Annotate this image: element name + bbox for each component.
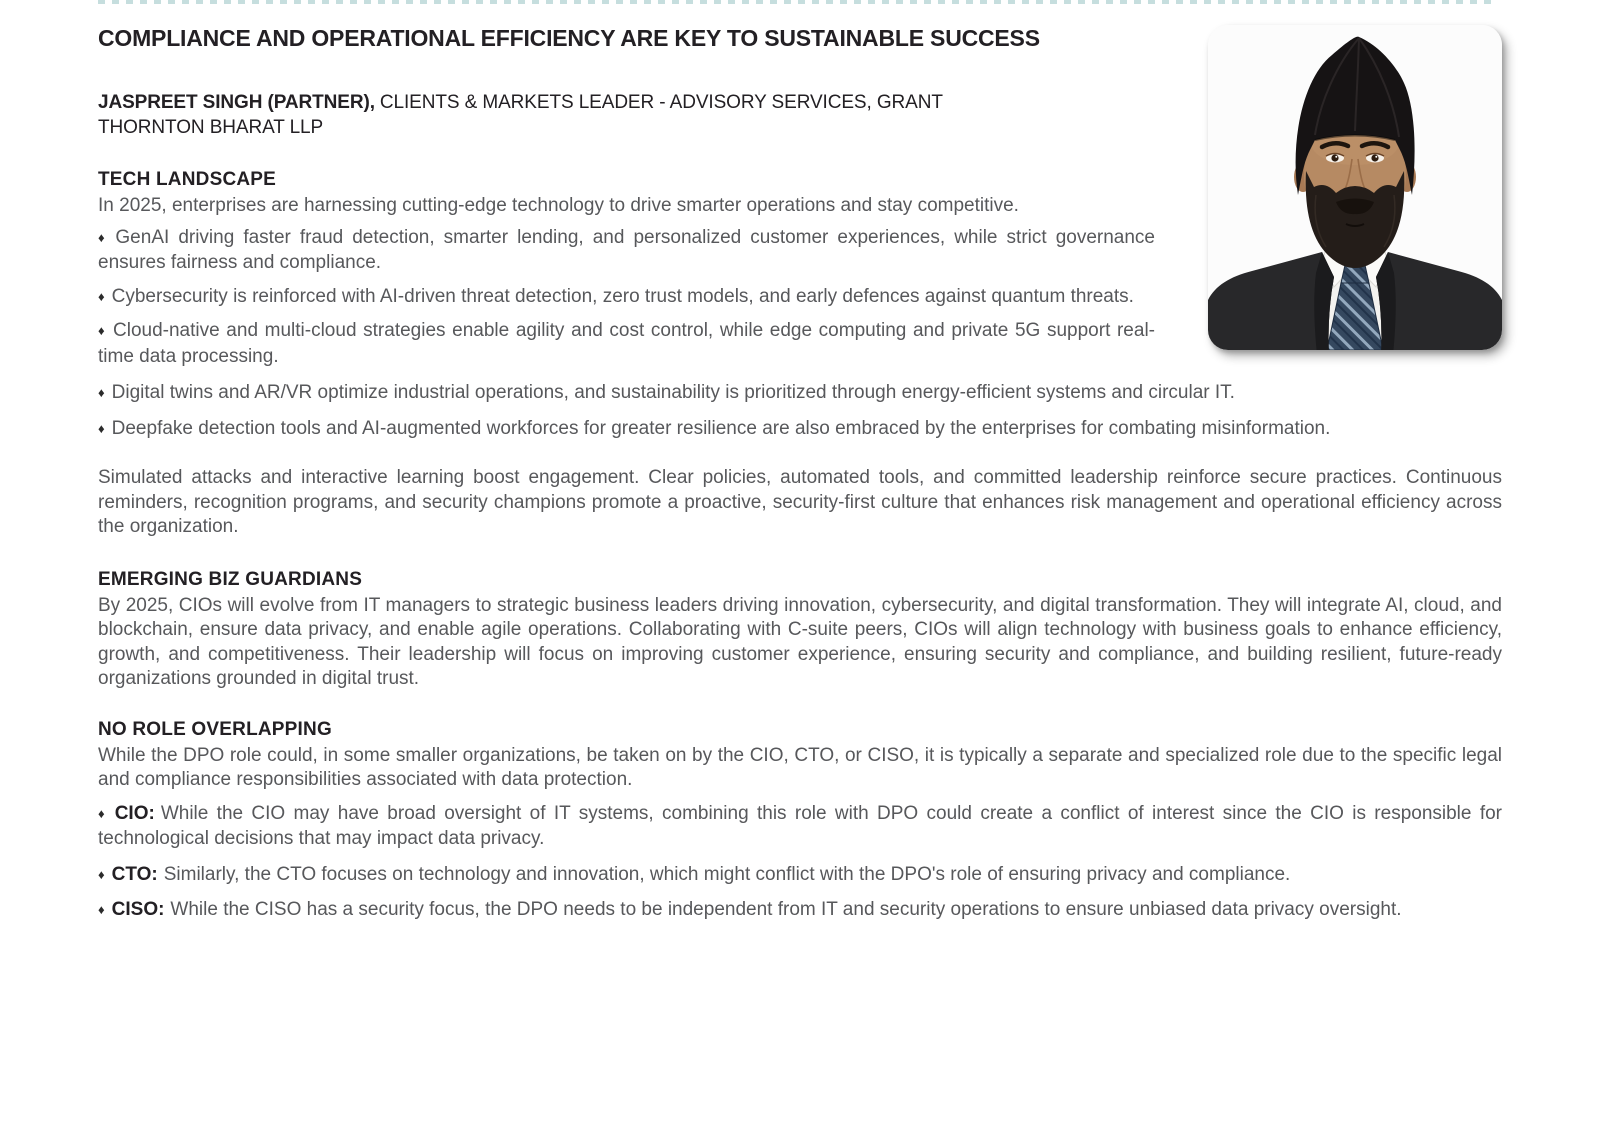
bullet-text: Cybersecurity is reinforced with AI-driven threat detection, zero trust models, and early defences against quantum threats. <box>111 285 1134 307</box>
diamond-bullet-icon: ♦ <box>98 805 108 821</box>
bullet-text: Deepfake detection tools and AI-augmented workforces for greater resilience are also embraced by the enterprises for combating misinformation. <box>111 417 1331 439</box>
emerging-paragraph: By 2025, CIOs will evolve from IT managers to strategic business leaders driving innovation, cybersecurity, and digital transformation. They will integrate AI, cloud, and blockchain, ensure data privacy, and enable agile operations. Collaborating with C-suite peers, CIOs will align technology with business goals to enhance efficiency, growth, and competitiveness. Their leadership will focus on improving customer experience, ensuring security and compliance, and building resilient, future-ready organizations grounded in digital trust. <box>98 594 1502 689</box>
role-label-ciso: CISO: <box>111 899 165 920</box>
diamond-bullet-icon: ♦ <box>98 229 109 245</box>
diamond-bullet-icon: ♦ <box>98 323 106 338</box>
diamond-bullet-icon: ♦ <box>98 902 105 917</box>
role-text: While the CISO has a security focus, the DPO needs to be independent from IT and security operations to ensure unbiased data privacy oversight. <box>170 899 1402 920</box>
section-heading-no-role-overlapping: NO ROLE OVERLAPPING <box>98 718 332 740</box>
photo-float-region <box>1155 0 1502 380</box>
byline-name: JASPREET SINGH (PARTNER), <box>98 92 375 113</box>
diamond-bullet-icon: ♦ <box>98 420 105 436</box>
diamond-bullet-icon: ♦ <box>98 385 105 400</box>
bullet-text: Digital twins and AR/VR optimize industrial operations, and sustainability is prioritized through energy-efficient systems and circular IT. <box>111 382 1235 403</box>
byline-role-line1: CLIENTS & MARKETS LEADER - ADVISORY SERVICES, GRANT <box>379 92 943 113</box>
headline: COMPLIANCE AND OPERATIONAL EFFICIENCY ARE KEY TO SUSTAINABLE SUCCESS <box>98 25 1040 51</box>
bullet-text: Cloud-native and multi-cloud strategies enable agility and cost control, while edge computing and private 5G support real-time data processing. <box>98 320 1155 367</box>
tech-intro-paragraph: In 2025, enterprises are harnessing cutting-edge technology to drive smarter operations and stay competitive. <box>98 195 1019 216</box>
security-culture-paragraph: Simulated attacks and interactive learning boost engagement. Clear policies, automated tools, and committed leadership reinforce secure practices. Continuous reminders, recognition programs, and security champions promote a proactive, security-first culture that enhances risk management and operational efficiency across the organization. <box>98 467 1502 537</box>
bullet-text: GenAI driving faster fraud detection, smarter lending, and personalized customer experiences, while strict governance ensures fairness and compliance. <box>98 226 1155 273</box>
diamond-bullet-icon: ♦ <box>98 866 105 882</box>
bullet-cio <box>98 802 1502 852</box>
role-text: While the CIO may have broad oversight of IT systems, combining this role with DPO could create a conflict of interest since the CIO is responsible for technological decisions that may impact data privacy. <box>98 802 1502 849</box>
article <box>98 0 1502 924</box>
byline-role-line2: THORNTON BHARAT LLP <box>98 117 324 138</box>
section-heading-emerging-biz-guardians: EMERGING BIZ GUARDIANS <box>98 568 363 590</box>
bullet-digital-twins <box>98 381 1502 407</box>
section-heading-tech-landscape: TECH LANDSCAPE <box>98 169 277 190</box>
norole-intro-paragraph: While the DPO role could, in some smaller organizations, be taken on by the CIO, CTO, or CISO, it is typically a separate and specialized role due to the specific legal and compliance responsibilities associated with data protection. <box>98 744 1502 790</box>
diamond-bullet-icon: ♦ <box>98 288 105 304</box>
role-label-cto: CTO: <box>111 863 158 885</box>
bullet-cto <box>98 863 1502 889</box>
portrait-photo <box>1208 25 1502 350</box>
role-text: Similarly, the CTO focuses on technology and innovation, which might conflict with the DPO's role of ensuring privacy and compliance. <box>163 863 1291 885</box>
bullet-ciso <box>98 898 1502 924</box>
role-label-cio: CIO: <box>114 802 155 824</box>
portrait-illustration <box>1208 25 1502 350</box>
bullet-deepfake <box>98 417 1502 443</box>
